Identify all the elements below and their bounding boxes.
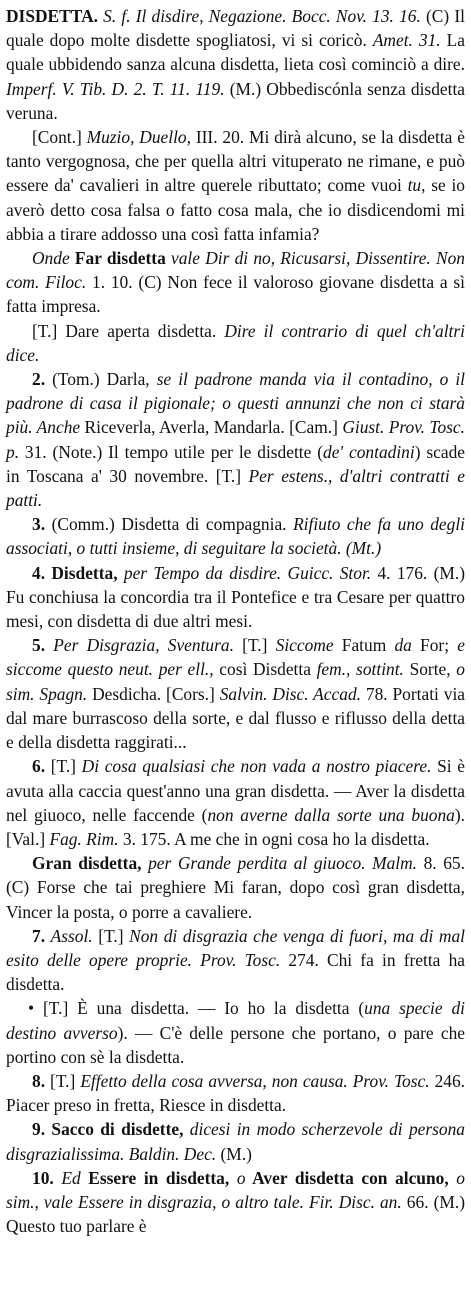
definition: Siccome [275,635,334,656]
sense-number: 3. [32,514,46,535]
definition: Rifiuto che fa uno degli associati, o tutti insieme, di seguitare la società. (Mt.) [6,514,465,559]
lead-word: Onde [32,248,70,269]
quote: 274. Chi fa in fretta ha disdetta. [6,949,465,995]
paragraph-cont [6,125,465,246]
citation: Muzio, Duello, [86,127,191,148]
editor-tag: [Cont.] [32,127,87,148]
sense-number: 7. [32,925,46,946]
sense-4 [6,561,465,634]
word: Sorte, [403,659,457,680]
definition: Effetto della cosa avversa, non causa. Prov. Tosc. [80,1070,430,1091]
citation: Bocc. Nov. 13. 16. [291,6,421,26]
quote: III. 20. Mi dirà alcuno, se la disdetta è tanto vergognosa, che per quella altri vituperato ne rimane, e può essere da' cavalieri in altre querele ributtato; come vuoi [6,127,465,196]
example: ). [Val.] [6,804,465,849]
quote: 31. (Note.) Il tempo utile per le disdette ( [19,441,324,462]
sense-number: 10. [32,1167,54,1188]
sense-number: 9. [32,1119,46,1140]
quote: 1. 10. (C) Non fece il valoroso giovane disdetta a sì fatta impresa. [6,272,465,317]
bullet-mark: • [28,998,35,1019]
sense-number: 5. [32,635,46,656]
definition: Per estens., d'altri contratti e patti. [6,465,465,511]
sense-3 [6,512,465,560]
citation: Imperf. V. Tib. D. 2. T. 11. 119. [6,78,225,99]
editor-tag: [T.] [45,756,82,777]
definition: Ed [61,1167,81,1188]
definition: per Tempo da disdire. Guicc. Stor. [123,562,372,583]
definition: una specie di destino avverso [6,998,465,1043]
definition: da [394,635,412,656]
definition: per Grande perdita al giuoco. Malm. [148,853,418,874]
quote: 4. 176. (M.) Fu conchiusa la concordia tra il Pontefice e tra Cesare per quattro mesi, con disdetta di due altri mesi. [6,562,465,632]
quote: 246. Piacer preso in fretta, Riesce in disdetta. [6,1070,466,1116]
definition: vale Dir di no, Ricusarsi, Dissentire. Non com. Filoc. [6,248,465,293]
quote: 8. 65. (C) Forse che tai preghiere Mi faran, dopo così gran disdetta, Vincer la posta, o porre a cavaliere. [6,853,465,922]
quote: (M.) [216,1143,252,1164]
example: [T.] Dare aperta disdetta. [32,320,225,341]
sense-8 [6,1069,465,1117]
quote: 66. (M.) Questo tuo parlare è [6,1191,465,1237]
definition: fem., sottint. [316,659,404,680]
sense-number: 8. [32,1070,46,1091]
definition: Di cosa qualsiasi che non vada a nostro piacere. [81,756,432,777]
sense-number: 2. [32,369,46,390]
sense-7-examples [6,996,465,1069]
definition: se il padrone manda via il contadino, o il padrone di casa il pigionale; o questi annunzi che non ci starà più. Anche [6,369,465,438]
sense-7 [6,924,465,997]
editor-tag: [T.] [92,925,130,946]
quote: 3. 175. A me che in ogni cosa ho la disdetta. [118,828,430,849]
definition: Dire il contrario di quel ch'altri dice. [6,320,465,365]
definition: o sim. Spagn. [6,659,465,704]
example: ). — C'è delle persone che portano, o pare che portino con sè la disdetta. [6,1022,465,1067]
definition: non averne dalla sorte una buona [207,804,455,825]
definition: o sim., vale Essere in disgrazia, o altro tale. Fir. Disc. an. [6,1167,465,1212]
example: (Comm.) Disdetta di compagnia. [45,514,294,535]
sense-5 [6,633,465,754]
editor-tag: [T.] [45,1070,81,1091]
quote: (C) Il quale dopo molte disdette spogliatosi, vi si coricò. [6,6,465,51]
phrase: Essere in disdetta, [80,1167,237,1188]
example: Riceverla, Averla, Mandarla. [Cam.] [80,417,343,438]
sense-10 [6,1166,465,1239]
quote-italic: de' contadini [323,441,415,462]
citation: Salvin. Disc. Accad. [219,683,361,704]
sense-gran-disdetta [6,851,465,924]
sense-9 [6,1117,465,1165]
definition: Per Disgrazia, Sventura. [53,635,234,656]
definition: dicesi in modo scherzevole di persona disgrazialissima. Baldin. Dec. [6,1119,465,1164]
entry-headword-paragraph [6,4,465,125]
word: For; [411,635,458,656]
quote: , se io averò detto cosa falsa o fatto cosa mala, che io disdicendomi mi abbia a tirare addosso una così fatta infamia? [6,175,465,244]
label: (Tom.) Darla, [45,369,157,390]
quote-italic: tu [407,175,422,196]
label: Assol. [50,925,93,946]
paragraph-far-disdetta [6,246,465,319]
paragraph-aperta-disdetta [6,319,465,367]
definition: Il disdire, Negazione. [135,6,287,26]
quote: ) scade in Toscana a' 30 novembre. [T.] [6,441,466,486]
phrase: Gran disdetta, [32,853,149,874]
sense-number: 6. [32,756,46,777]
citation: Giust. Prov. Tosc. p. [6,417,465,462]
definition: Non di disgrazia che venga di fuori, ma di mal esito delle opere proprie. Prov. Tosc. [6,925,465,970]
headword: DISDETTA. [6,6,98,26]
phrase: Sacco di disdette, [45,1119,190,1140]
word: Desdicha. [Cors.] [87,683,220,704]
sense-2 [6,367,465,512]
editor-tag: [T.] [233,635,276,656]
word: Fatum [333,635,395,656]
quote: 78. Portati via dal mare burrascoso della sorte, e dal flusso e riflusso della detta e della disdetta raggirati... [6,683,465,753]
sense-6 [6,754,465,851]
phrase: Disdetta, [45,562,124,583]
quote: (M.) Obbediscónla senza disdetta veruna. [6,78,465,123]
definition: e siccome questo neut. per ell., [6,635,465,680]
phrase: Aver disdetta con alcuno, [245,1167,457,1188]
citation: Fag. Rim. [49,828,119,849]
example: Si è avuta alla caccia quest'anno una gran disdetta. — Aver la disdetta nel giuoco, nelle faccende ( [6,756,465,825]
grammar-tag: S. f. [103,6,131,26]
quote: La quale ubbidendo sanza alcuna disdetta, lieta così cominciò a dire. [6,30,465,75]
word: così Disdetta [213,659,317,680]
sense-number: 4. [32,562,46,583]
citation: Amet. 31. [372,30,441,51]
definition: o [236,1167,246,1188]
phrase: Far disdetta [69,248,172,269]
example: [T.] È una disdetta. — Io ho la disdetta ( [34,998,365,1019]
